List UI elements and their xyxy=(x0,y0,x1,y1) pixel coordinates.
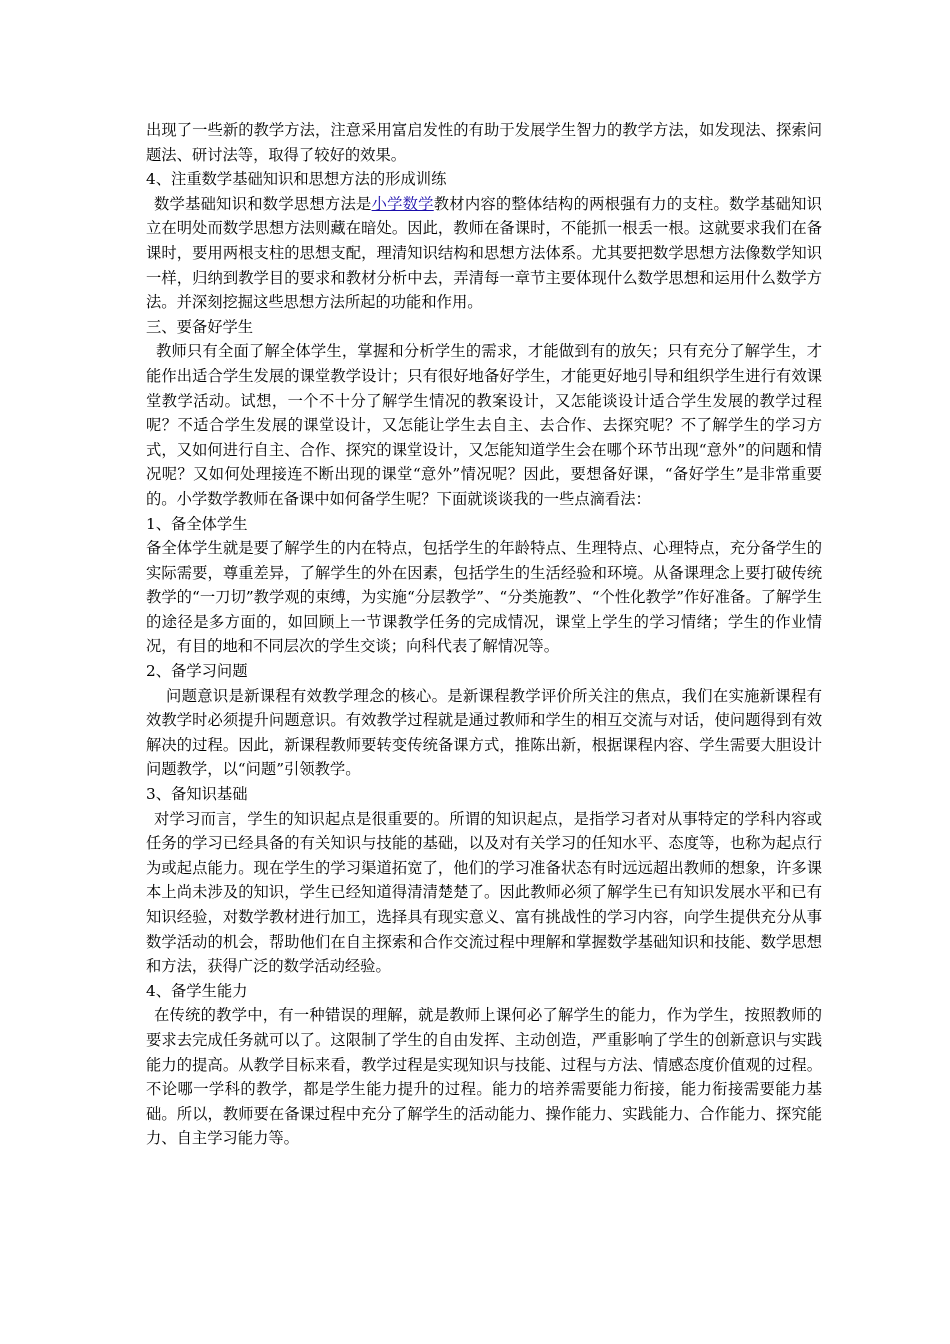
paragraph-learning-problems: 问题意识是新课程有效教学理念的核心。是新课程教学评价所关注的焦点，我们在实施新课程有效教学时必须提升问题意识。有效教学过程就是通过教师和学生的相互交流与对话，使问题得到有效解决的过程。因此，新课程教师要转变传统备课方式，推陈出新，根据课程内容、学生需要大胆设计问题教学，以“问题”引领教学。 xyxy=(146,686,822,779)
primary-math-link[interactable]: 小学数学 xyxy=(371,194,434,213)
paragraph-know-students: 教师只有全面了解全体学生，掌握和分析学生的需求，才能做到有的放矢；只有充分了解学生，才能作出适合学生发展的课堂教学设计；只有很好地备好学生，才能更好地引导和组织学生进行有效课堂教学活动。试想，一个不十分了解学生情况的教案设计，又怎能谈设计适合学生发展的教学过程呢？不适合学生发展的课堂设计，又怎能让学生去自主、去合作、去探究呢？不了解学生的学习方式，又如何进行自主、合作、探究的课堂设计，又怎能知道学生会在哪个环节出现“意外”的问题和情况呢？又如何处理接连不断出现的课堂“意外”情况呢？因此，要想备好课，“备好学生”是非常重要的。小学数学教师在备课中如何备学生呢？下面就谈谈我的一些点滴看法： xyxy=(146,342,822,508)
paragraph-methods: 出现了一些新的教学方法，注意采用富启发性的有助于发展学生智力的教学方法，如发现法、探索问题法、研讨法等，取得了较好的效果。 xyxy=(146,121,822,164)
text-segment: 教材内容的整体结构的两根强有力的支柱。数学基础知识立在明处而数学思想方法则藏在暗处。因此，教师在备课时，不能抓一根丢一根。这就要求我们在备课时，要用两根支柱的思想支配，理清知识结构和思想方法体系。尤其要把数学思想方法像数学知识一样，归纳到教学目的要求和教材分析中去，弄清每一章节主要体现什么数学思想和运用什么数学方法。并深刻挖掘这些思想方法所起的功能和作用。 xyxy=(146,194,822,312)
heading-learning-problems: 2、备学习问题 xyxy=(146,662,248,681)
paragraph-knowledge-pillars xyxy=(146,192,822,315)
heading-prepare-students: 三、要备好学生 xyxy=(146,317,254,336)
heading-all-students: 1、备全体学生 xyxy=(146,514,248,533)
document-body xyxy=(146,118,822,1151)
text-segment: 数学基础知识和数学思想方法是 xyxy=(154,194,372,213)
paragraph-student-ability: 在传统的教学中，有一种错误的理解，就是教师上课何必了解学生的能力，作为学生，按照教师的要求去完成任务就可以了。这限制了学生的自由发挥、主动创造，严重影响了学生的创新意识与实践能力的提高。从教学目标来看，教学过程是实现知识与技能、过程与方法、情感态度价值观的过程。不论哪一学科的教学，都是学生能力提升的过程。能力的培养需要能力衔接，能力衔接需要能力基础。所以，教师要在备课过程中充分了解学生的活动能力、操作能力、实践能力、合作能力、探究能力、自主学习能力等。 xyxy=(146,1006,822,1148)
paragraph-knowledge-base: 对学习而言，学生的知识起点是很重要的。所谓的知识起点，是指学习者对从事特定的学科内容或任务的学习已经具备的有关知识与技能的基础，以及对有关学习的任知水平、态度等，也称为起点行为或起点能力。现在学生的学习渠道拓宽了，他们的学习准备状态有时远远超出教师的想象，许多课本上尚未涉及的知识，学生已经知道得清清楚楚了。因此教师必须了解学生已有知识发展水平和已有知识经验，对数学教材进行加工，选择具有现实意义、富有挑战性的学习内容，向学生提供充分从事数学活动的机会，帮助他们在自主探索和合作交流过程中理解和掌握数学基础知识和技能、数学思想和方法，获得广泛的数学活动经验。 xyxy=(146,809,822,976)
heading-student-ability: 4、备学生能力 xyxy=(146,981,248,1000)
paragraph-all-students: 备全体学生就是要了解学生的内在特点，包括学生的年龄特点、生理特点、心理特点，充分备学生的实际需要，尊重差异，了解学生的外在因素，包括学生的生活经验和环境。从备课理念上要打破传统教学的“一刀切”教学观的束缚，为实施“分层教学”、“分类施教”、“个性化教学”作好准备。了解学生的途径是多方面的，如回顾上一节课教学任务的完成情况，课堂上学生的学习情绪；学生的作业情况，有目的地和不同层次的学生交谈；向科代表了解情况等。 xyxy=(146,539,822,656)
heading-basic-knowledge: 4、注重数学基础知识和思想方法的形成训练 xyxy=(146,170,447,189)
heading-knowledge-base: 3、备知识基础 xyxy=(146,785,248,804)
